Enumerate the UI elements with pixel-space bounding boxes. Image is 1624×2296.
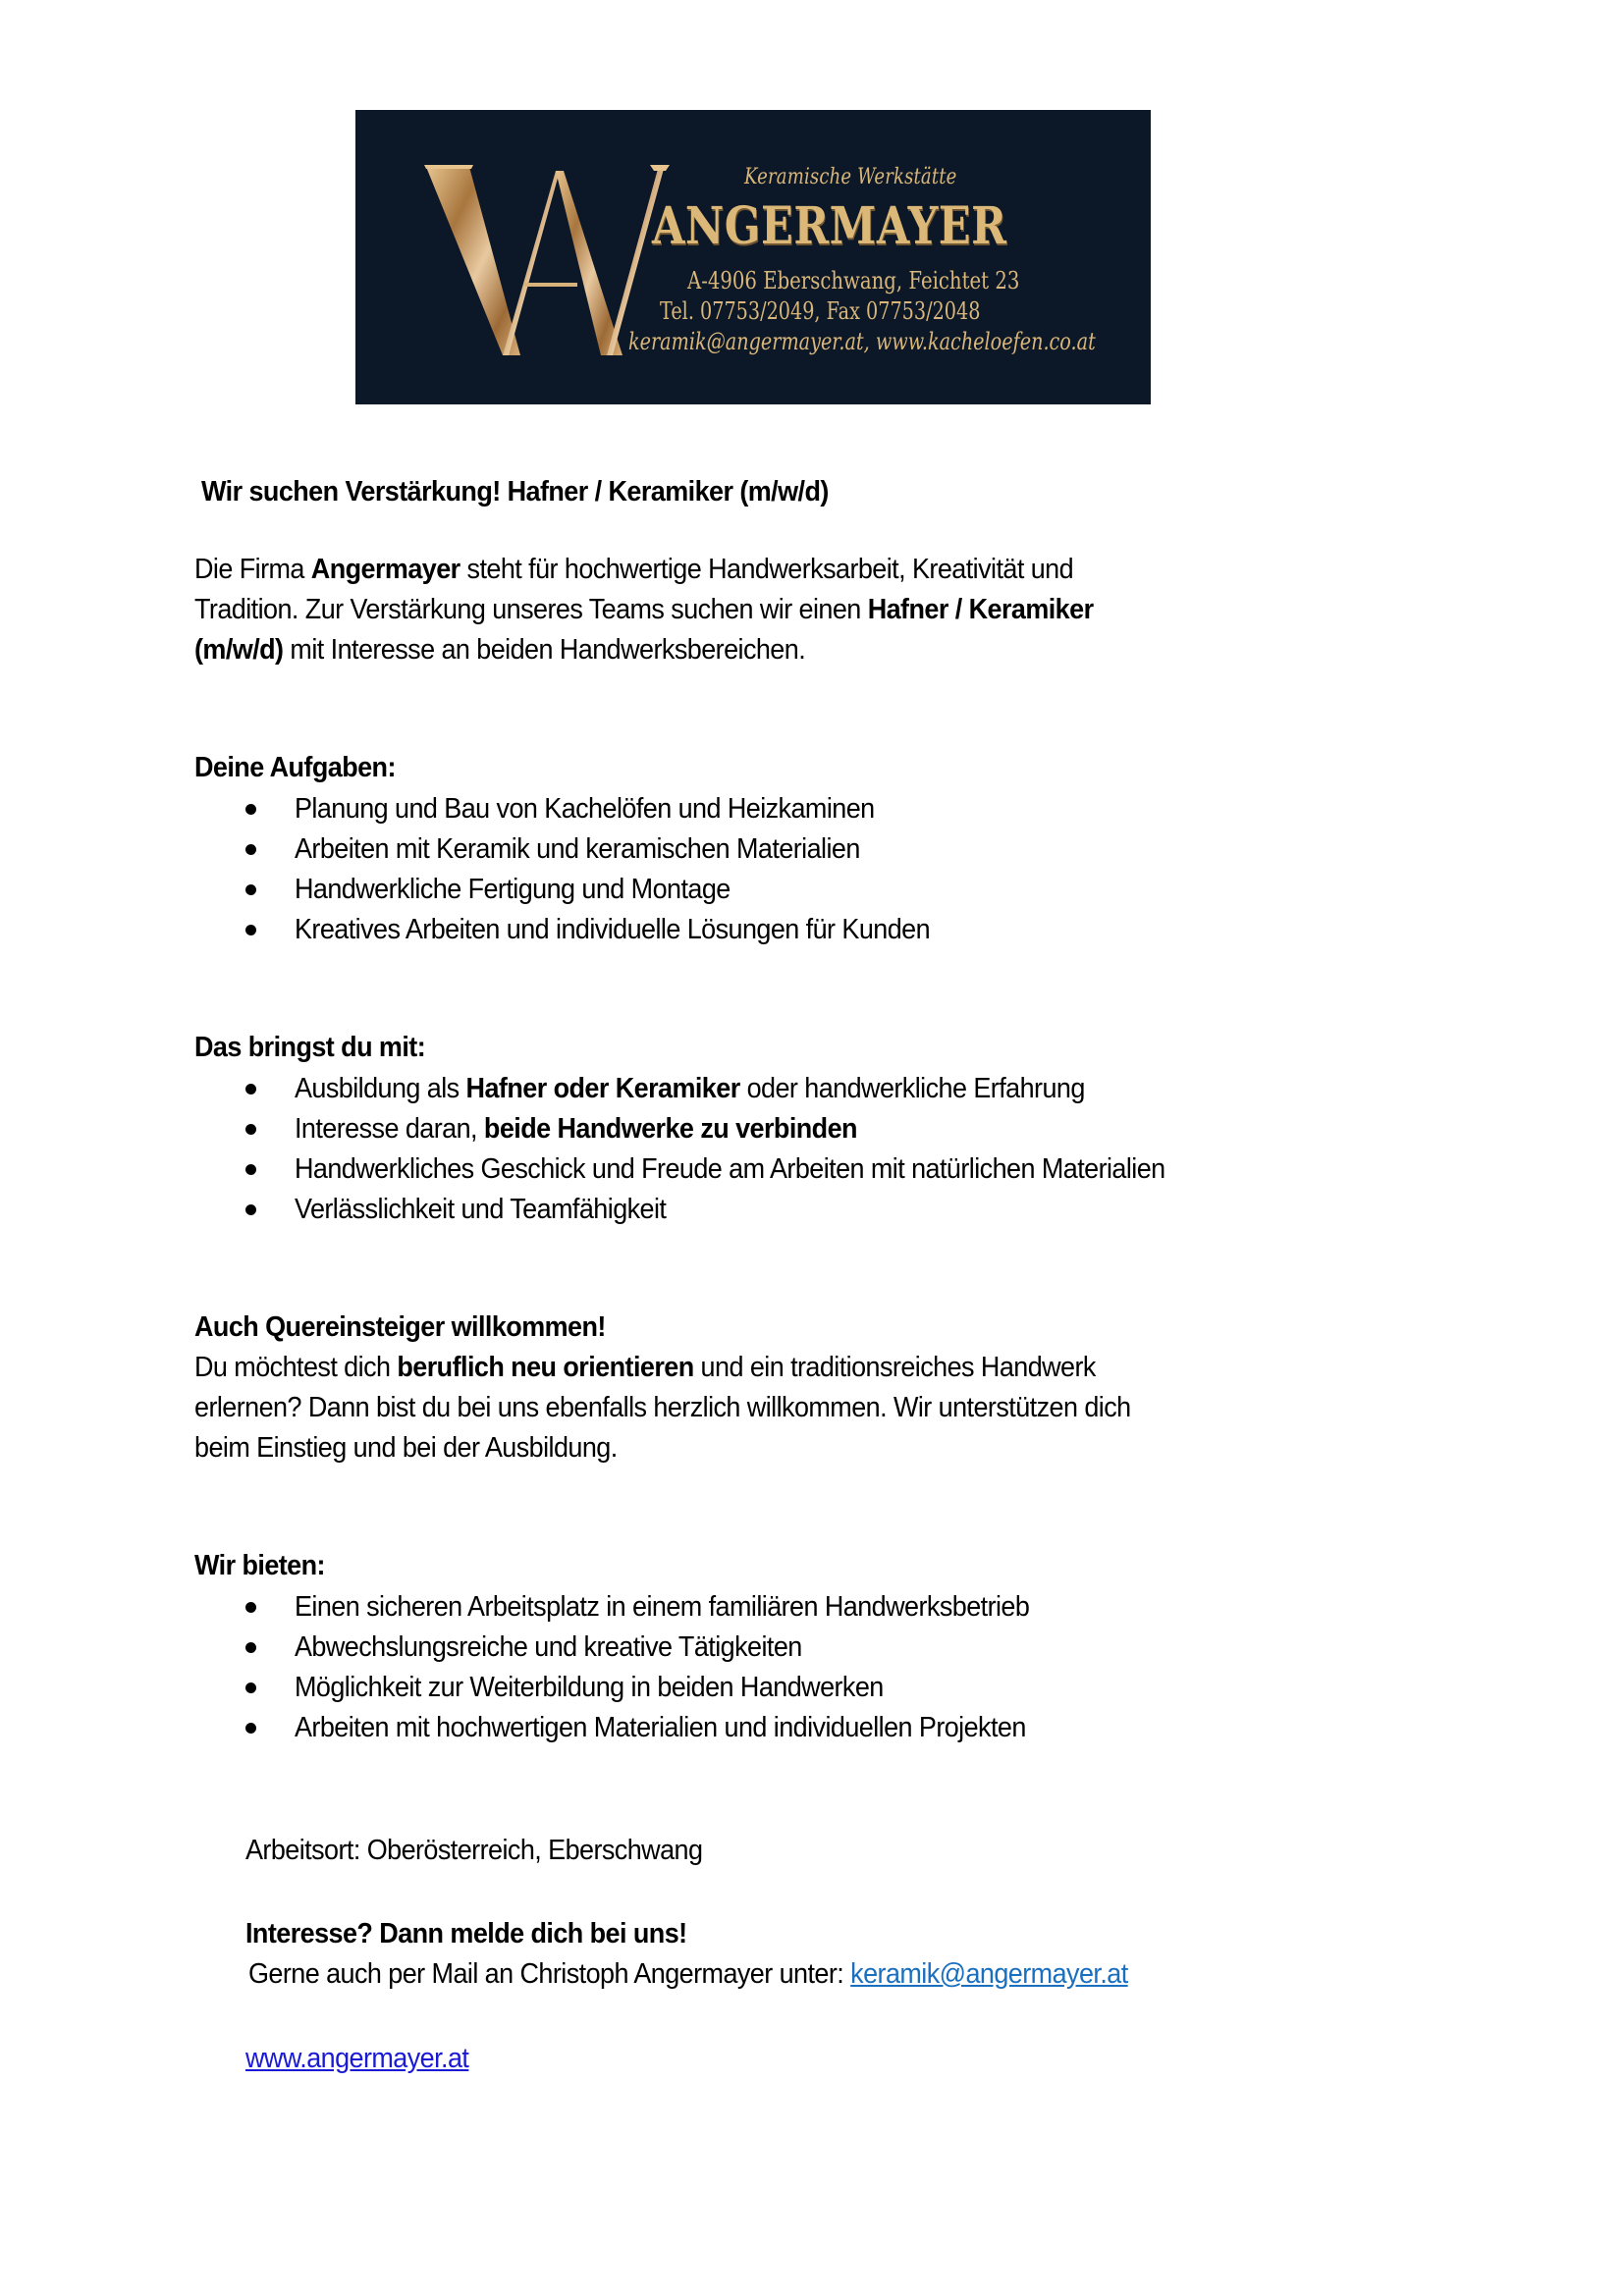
company-logo: [355, 110, 1151, 404]
list-item-text: Einen sicheren Arbeitsplatz in einem familiären Handwerksbetrieb: [295, 1591, 1030, 1623]
intro-line-2: [194, 590, 1094, 630]
intro-text: Die Firma: [194, 554, 311, 585]
intro-line-3: [194, 630, 805, 670]
list-item-text: Handwerkliches Geschick und Freude am Arbeiten mit natürlichen Materialien: [295, 1153, 1165, 1185]
bullet-icon: [245, 1204, 256, 1215]
career-changers-line-2: erlernen? Dann bist du bei uns ebenfalls herzlich willkommen. Wir unterstützen dich: [194, 1392, 1131, 1423]
list-item-text: Kreatives Arbeiten und individuelle Lösungen für Kunden: [295, 914, 931, 945]
bullet-icon: [245, 925, 256, 935]
bullet-icon: [245, 844, 256, 855]
intro-text: Tradition. Zur Verstärkung unseres Teams suchen wir einen: [194, 594, 868, 625]
list-item-text: Arbeiten mit hochwertigen Materialien und individuellen Projekten: [295, 1712, 1026, 1743]
company-name: Angermayer: [310, 554, 460, 585]
intro-text: mit Interesse an beiden Handwerksbereichen.: [283, 634, 806, 666]
website-line: [245, 2039, 468, 2079]
page-title: Wir suchen Verstärkung! Hafner / Keramiker (m/w/d): [201, 476, 829, 507]
email-link[interactable]: keramik@angermayer.at: [850, 1958, 1128, 1990]
contact-text: Gerne auch per Mail an Christoph Angermayer unter:: [248, 1958, 851, 1990]
tasks-heading: Deine Aufgaben:: [194, 752, 396, 783]
career-changers-line-3: beim Einstieg und bei der Ausbildung.: [194, 1432, 618, 1464]
contact-line: [248, 1954, 1128, 1995]
list-item-text: Abwechslungsreiche und kreative Tätigkeiten: [295, 1631, 802, 1663]
logo-phone-fax: Tel. 07753/2049, Fax 07753/2048: [660, 297, 981, 325]
list-item-text: Handwerkliche Fertigung und Montage: [295, 874, 731, 905]
career-changers-heading: Auch Quereinsteiger willkommen!: [194, 1311, 606, 1343]
bullet-icon: [245, 1084, 256, 1095]
contact-heading: Interesse? Dann melde dich bei uns!: [245, 1918, 687, 1949]
job-title-bold: Hafner / Keramiker: [867, 594, 1094, 625]
bullet-icon: [245, 804, 256, 815]
list-item-text: Ausbildung als Hafner oder Keramiker oder handwerkliche Erfahrung: [295, 1073, 1085, 1104]
requirements-heading: Das bringst du mit:: [194, 1032, 426, 1063]
logo-subtitle: Keramische Werkstätte: [744, 165, 957, 189]
bullet-icon: [245, 1602, 256, 1613]
bullet-icon: [245, 1682, 256, 1693]
logo-brand-name: ANGERMAYER: [652, 196, 1007, 256]
work-location: Arbeitsort: Oberösterreich, Eberschwang: [245, 1835, 703, 1866]
list-item-text: Planung und Bau von Kachelöfen und Heizkaminen: [295, 793, 875, 825]
gender-note: (m/w/d): [194, 634, 284, 666]
bullet-icon: [245, 1723, 256, 1734]
list-item-text: Möglichkeit zur Weiterbildung in beiden Handwerken: [295, 1672, 884, 1703]
career-changers-line-1: Du möchtest dich beruflich neu orientieren und ein traditionsreiches Handwerk: [194, 1352, 1096, 1383]
logo-contact: keramik@angermayer.at, www.kacheloefen.co.at: [628, 328, 1096, 355]
bullet-icon: [245, 1164, 256, 1175]
bullet-icon: [245, 884, 256, 895]
intro-line-1: [194, 550, 1073, 590]
intro-text: steht für hochwertige Handwerksarbeit, Kreativität und: [460, 554, 1074, 585]
list-item-text: Interesse daran, beide Handwerke zu verbinden: [295, 1113, 857, 1145]
logo-address: A-4906 Eberschwang, Feichtet 23: [687, 267, 1020, 294]
list-item-text: Verlässlichkeit und Teamfähigkeit: [295, 1194, 667, 1225]
bullet-icon: [245, 1642, 256, 1653]
website-link[interactable]: www.angermayer.at: [245, 2043, 469, 2074]
aw-monogram-icon: [355, 110, 1151, 404]
bullet-icon: [245, 1124, 256, 1135]
offer-heading: Wir bieten:: [194, 1550, 325, 1581]
list-item-text: Arbeiten mit Keramik und keramischen Materialien: [295, 833, 860, 865]
